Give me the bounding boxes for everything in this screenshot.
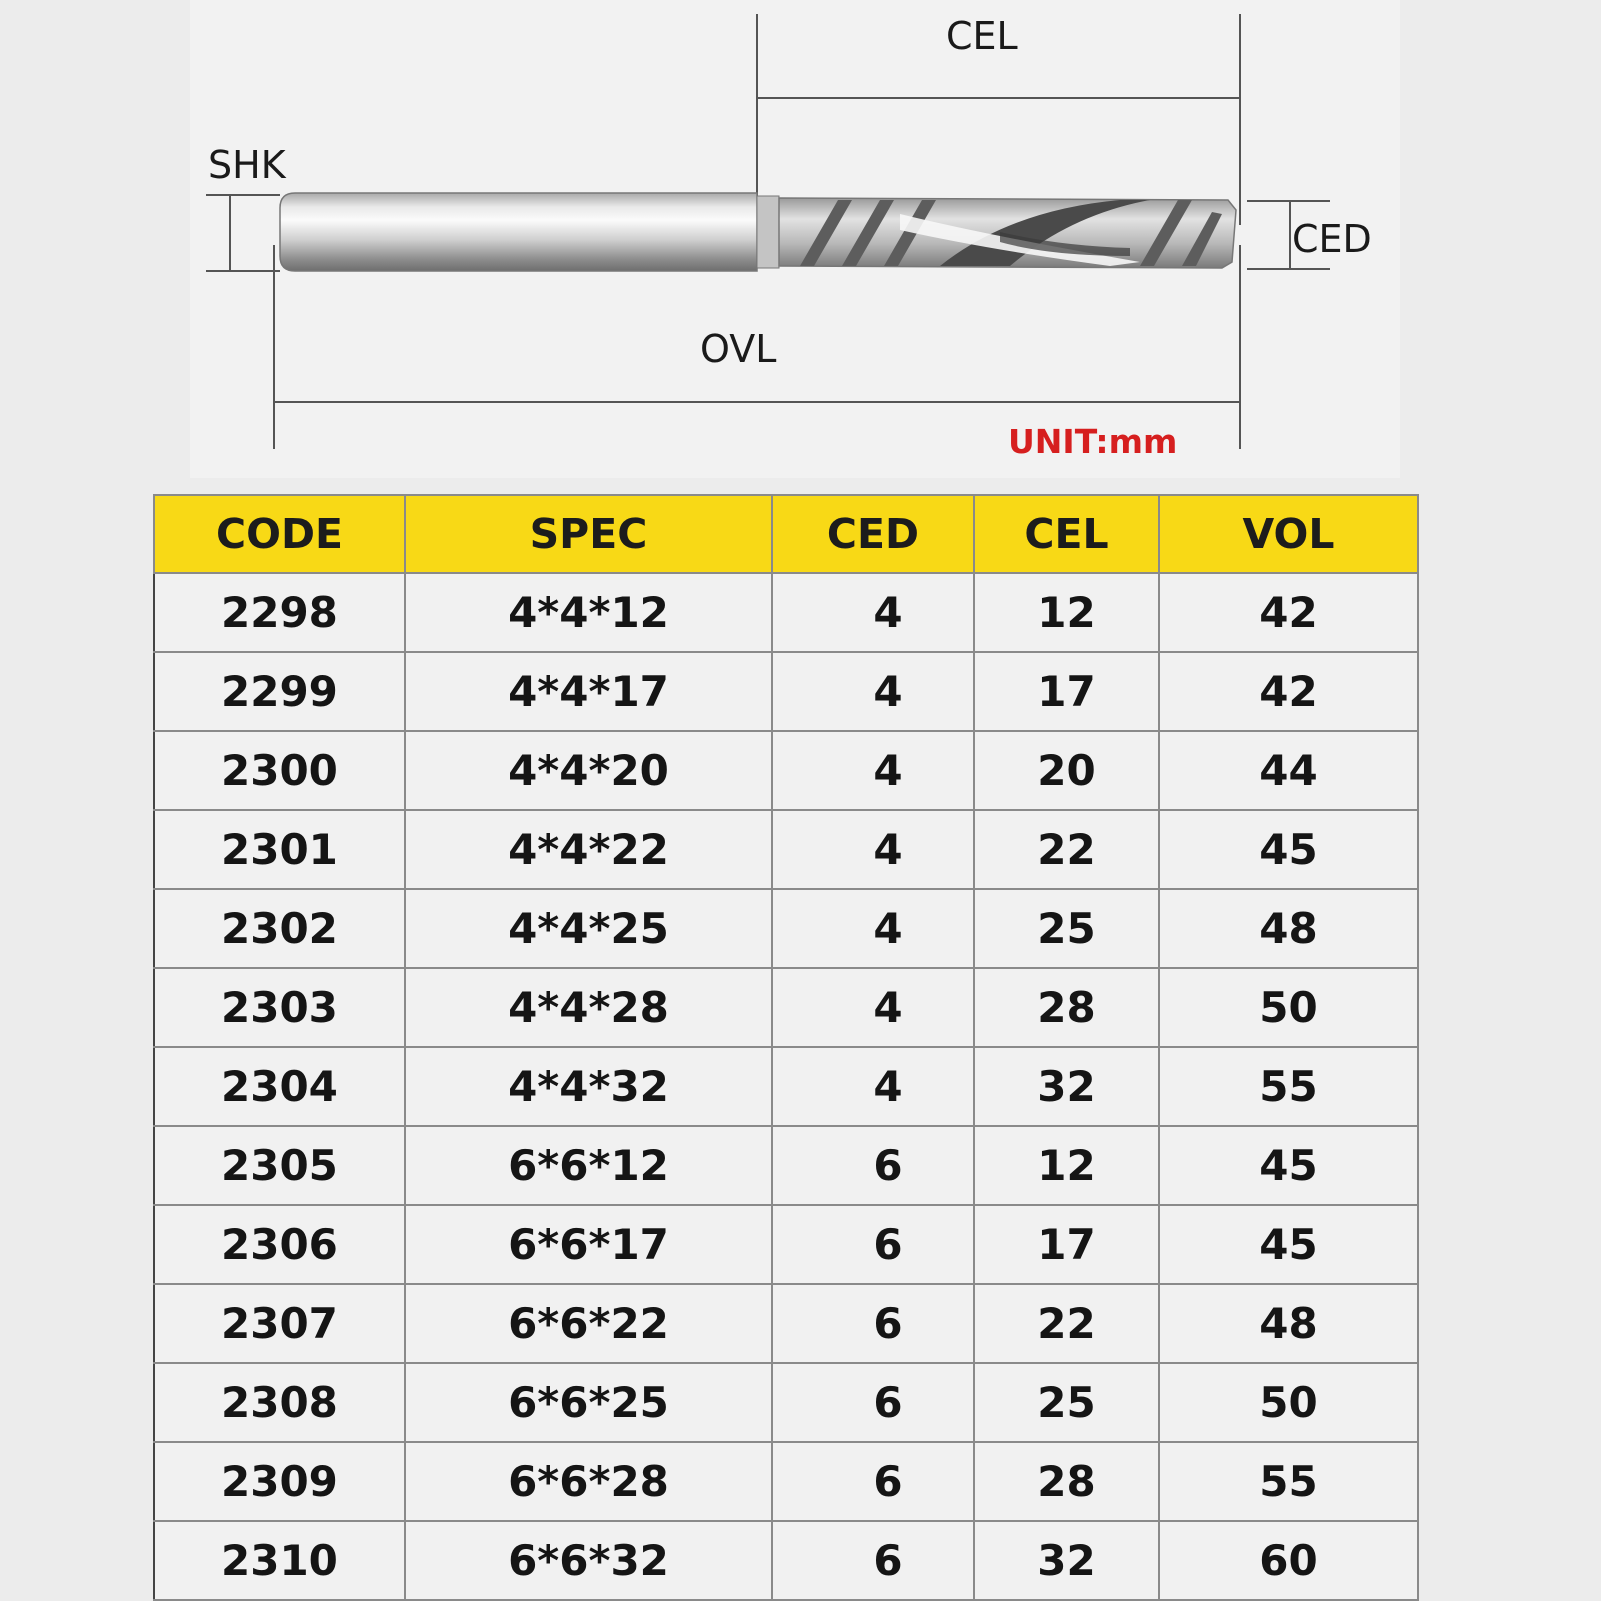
cell-vol: 48: [1159, 889, 1418, 968]
cell-ced: 6: [772, 1205, 974, 1284]
cell-code: 2302: [154, 889, 405, 968]
shk-label: SHK: [208, 143, 286, 187]
cell-spec: 4*4*32: [405, 1047, 772, 1126]
cell-vol: 42: [1159, 573, 1418, 652]
cel-label: CEL: [946, 14, 1018, 58]
table-row: [154, 652, 1418, 731]
cell-vol: 55: [1159, 1442, 1418, 1521]
cell-spec: 4*4*17: [405, 652, 772, 731]
cell-cel: 22: [974, 1284, 1159, 1363]
table-row: [154, 1205, 1418, 1284]
header-cel: CEL: [974, 495, 1159, 573]
cell-code: 2298: [154, 573, 405, 652]
cell-cel: 22: [974, 810, 1159, 889]
cell-vol: 55: [1159, 1047, 1418, 1126]
table-row: [154, 1284, 1418, 1363]
cell-ced: 6: [772, 1284, 974, 1363]
cell-vol: 60: [1159, 1521, 1418, 1600]
ced-label: CED: [1292, 217, 1372, 261]
cell-spec: 6*6*32: [405, 1521, 772, 1600]
cell-vol: 50: [1159, 968, 1418, 1047]
cell-ced: 4: [772, 1047, 974, 1126]
table-row: [154, 573, 1418, 652]
header-code: CODE: [154, 495, 405, 573]
cell-spec: 6*6*25: [405, 1363, 772, 1442]
cell-code: 2305: [154, 1126, 405, 1205]
cell-code: 2304: [154, 1047, 405, 1126]
cell-vol: 48: [1159, 1284, 1418, 1363]
cell-code: 2299: [154, 652, 405, 731]
chamfer: [757, 196, 779, 268]
header-ced: CED: [772, 495, 974, 573]
cell-spec: 6*6*17: [405, 1205, 772, 1284]
cell-ced: 4: [772, 889, 974, 968]
cell-spec: 4*4*28: [405, 968, 772, 1047]
table-row: [154, 810, 1418, 889]
cell-ced: 6: [772, 1126, 974, 1205]
unit-label: UNIT:mm: [1008, 422, 1178, 461]
cell-ced: 4: [772, 573, 974, 652]
cell-vol: 50: [1159, 1363, 1418, 1442]
cell-code: 2308: [154, 1363, 405, 1442]
cell-spec: 4*4*20: [405, 731, 772, 810]
table-row: [154, 1521, 1418, 1600]
table-header-row: [154, 495, 1418, 573]
cell-vol: 42: [1159, 652, 1418, 731]
table-row: [154, 1047, 1418, 1126]
cell-vol: 45: [1159, 1205, 1418, 1284]
cell-cel: 20: [974, 731, 1159, 810]
table-row: [154, 731, 1418, 810]
spec-table: [153, 494, 1419, 1601]
header-vol: VOL: [1159, 495, 1418, 573]
cell-cel: 32: [974, 1521, 1159, 1600]
cell-code: 2306: [154, 1205, 405, 1284]
cell-code: 2310: [154, 1521, 405, 1600]
cell-ced: 4: [772, 810, 974, 889]
table-row: [154, 1363, 1418, 1442]
cell-code: 2307: [154, 1284, 405, 1363]
header-spec: SPEC: [405, 495, 772, 573]
cell-code: 2301: [154, 810, 405, 889]
cell-spec: 6*6*28: [405, 1442, 772, 1521]
cell-ced: 4: [772, 731, 974, 810]
cell-spec: 6*6*12: [405, 1126, 772, 1205]
spiral-end-mill-icon: [280, 193, 1236, 271]
cell-vol: 45: [1159, 1126, 1418, 1205]
cell-spec: 4*4*25: [405, 889, 772, 968]
cell-code: 2303: [154, 968, 405, 1047]
cell-cel: 28: [974, 968, 1159, 1047]
cell-ced: 6: [772, 1521, 974, 1600]
shank: [280, 193, 757, 271]
cell-ced: 6: [772, 1442, 974, 1521]
ovl-label: OVL: [700, 327, 777, 371]
cell-cel: 12: [974, 573, 1159, 652]
cell-vol: 45: [1159, 810, 1418, 889]
table-row: [154, 1126, 1418, 1205]
cell-ced: 4: [772, 652, 974, 731]
cell-spec: 6*6*22: [405, 1284, 772, 1363]
cell-code: 2300: [154, 731, 405, 810]
cell-vol: 44: [1159, 731, 1418, 810]
cell-cel: 17: [974, 652, 1159, 731]
cell-ced: 6: [772, 1363, 974, 1442]
cell-spec: 4*4*12: [405, 573, 772, 652]
cell-cel: 25: [974, 889, 1159, 968]
cell-code: 2309: [154, 1442, 405, 1521]
cell-spec: 4*4*22: [405, 810, 772, 889]
table-row: [154, 1442, 1418, 1521]
cell-ced: 4: [772, 968, 974, 1047]
cell-cel: 28: [974, 1442, 1159, 1521]
cell-cel: 32: [974, 1047, 1159, 1126]
cell-cel: 25: [974, 1363, 1159, 1442]
table-row: [154, 889, 1418, 968]
table-row: [154, 968, 1418, 1047]
cell-cel: 12: [974, 1126, 1159, 1205]
cell-cel: 17: [974, 1205, 1159, 1284]
